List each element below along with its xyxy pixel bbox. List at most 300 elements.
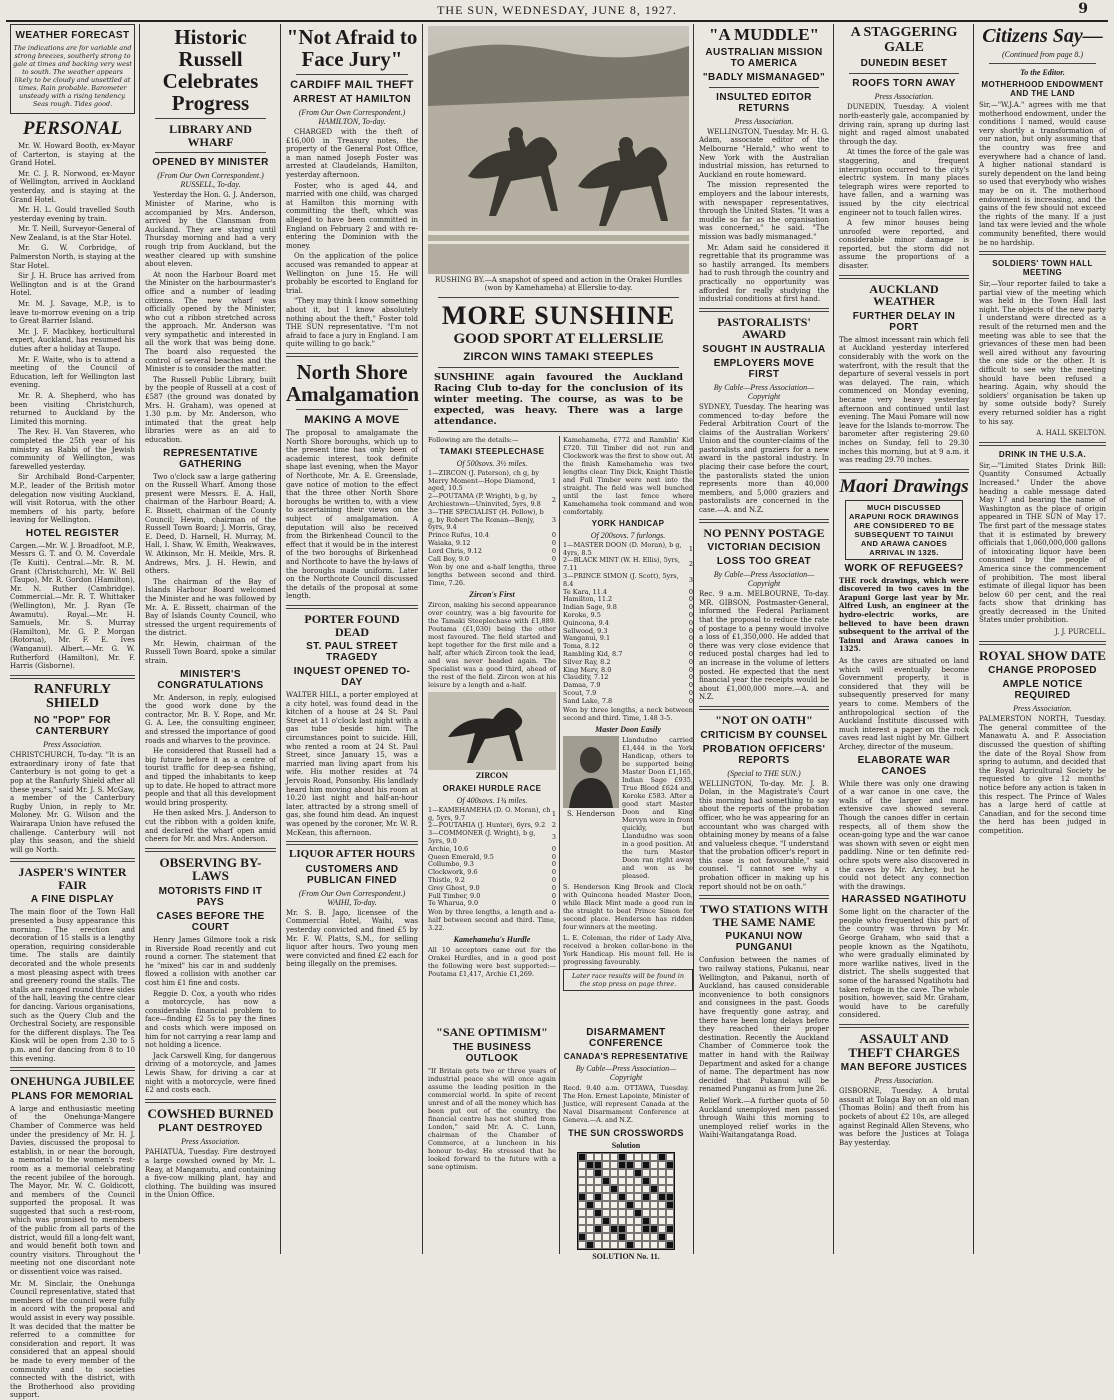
table-row — [428, 493, 556, 509]
entry: Collumbo, 9.3 — [428, 860, 474, 869]
column-rule — [559, 436, 560, 1036]
porter-body: WALTER HILL, a porter employed at a city hotel, was found dead in the kitchen of a house at 24 St. Paul Street at 11 o'clock last night with a gas tube beside him. The circumstances point to suicide. Hill, who rented a room at 24 St. Paul Street, since January 15, was a married man living apart from his wife. His mother resides at 74 Jervois Road, Ponsonby. His landlady heard him moving about his room at 10.20 last night and half-an-hour later, attracted by a strong smell of gas, she found him dead. An inquest was opened by the coroner, Mr. W. R. McKean, this afternoon. — [286, 691, 419, 837]
crossword-cell — [642, 1217, 650, 1225]
entry: Prince Rufus, 10.4 — [428, 531, 489, 540]
placing: 3 — [551, 515, 556, 524]
muddle-subheading-2: "BADLY MISMANAGED" — [702, 71, 826, 83]
placing: 1 — [551, 476, 556, 485]
crossword-cell — [634, 1161, 642, 1169]
crossword-cell — [594, 1153, 602, 1161]
crossword-cell — [610, 1241, 618, 1249]
bylaws-subheading: MOTORISTS FIND IT PAYS — [158, 886, 263, 909]
crossword-cell — [634, 1193, 642, 1201]
zircon-caption: ZIRCON — [475, 771, 509, 781]
northshore-headline: North Shore Amalgamation — [286, 359, 419, 406]
entry: Waiaka, 9.12 — [428, 539, 471, 548]
jockey-block — [563, 736, 693, 883]
tamaki-stake: Of 500sovs. 3½ miles. — [456, 458, 528, 468]
column-6 — [695, 24, 833, 1256]
jasper-heading: JASPER'S WINTER FAIR — [18, 865, 127, 892]
crossword-cell — [658, 1241, 666, 1249]
divider — [296, 409, 408, 410]
paragraph: Mr. Adam said he considered it regrettable that its programme was so hastily arranged. Its members had to rush through the country and practically no opportunity was afforded for really studying the industrial conditions at first hand. — [699, 243, 829, 304]
race-photo — [428, 26, 689, 274]
crossword-cell — [650, 1225, 658, 1233]
placing: 0 — [551, 899, 556, 908]
weather-box — [10, 24, 135, 114]
orakei-note: Won by three lengths, a length and a-half between second and third. Time, 3.22. — [428, 908, 556, 933]
crossword-cell — [626, 1153, 634, 1161]
divider — [10, 1067, 135, 1071]
placing: 2 — [551, 496, 556, 505]
crossword-cell — [594, 1217, 602, 1225]
crossword-cell — [586, 1193, 594, 1201]
crossword-cell — [642, 1169, 650, 1177]
crossword-cell — [618, 1169, 626, 1177]
crossword-cell — [578, 1201, 586, 1209]
column-rule — [422, 24, 423, 1254]
divider — [699, 519, 829, 523]
crossword-cell — [626, 1225, 634, 1233]
zircon-horse-image — [428, 692, 556, 770]
cardiff-subheading-2: ARREST AT HAMILTON — [293, 94, 411, 106]
crossword-cell — [634, 1153, 642, 1161]
crossword-cell — [666, 1169, 674, 1177]
crossword-cell — [586, 1233, 594, 1241]
crossword-cell — [586, 1201, 594, 1209]
divider — [709, 87, 819, 88]
representative-heading: REPRESENTATIVE GATHERING — [163, 447, 258, 470]
divider — [10, 675, 135, 679]
divider — [155, 152, 266, 153]
cardiff-headline: "Not Afraid to Face Jury" — [286, 25, 418, 72]
cowshed-subheading: PLANT DESTROYED — [158, 1123, 263, 1135]
entry: Scout, 7.9 — [563, 689, 597, 697]
cowshed-heading: COWSHED BURNED — [147, 1105, 274, 1121]
maori-drawings-box: MUCH DISCUSSED ARAPUNI ROCK DRAWINGS ARE CONSIDERED TO BE SUBSEQUENT TO TAINUI AND ARAWA CANOES ARRIVAL IN 1325. — [845, 500, 963, 560]
crossword-cell — [610, 1185, 618, 1193]
crossword-cell — [602, 1185, 610, 1193]
crossword-cell — [650, 1185, 658, 1193]
porter-heading: PORTER FOUND DEAD — [304, 611, 400, 639]
crossword-cell — [658, 1201, 666, 1209]
citizens-say-headline: Citizens Say— — [982, 25, 1103, 47]
table-row — [428, 470, 556, 493]
crossword-cell — [666, 1241, 674, 1249]
crossword-cell — [658, 1193, 666, 1201]
divider — [286, 841, 418, 845]
entry: Clockwork, 9.6 — [428, 868, 478, 877]
divider — [145, 1099, 276, 1103]
paragraph: The mission represented the employers and the labour interests, with newspaper representatives, through the United States. "It was a muddle so far as the organisation was concerned," he said. "The mission was badly mismanaged." — [699, 181, 829, 241]
crossword-cell — [634, 1201, 642, 1209]
masthead-title: THE SUN, WEDNESDAY, JUNE 8, 1927. — [437, 3, 677, 17]
bylaws-body — [145, 936, 276, 1095]
crossword-cell — [626, 1241, 634, 1249]
masthead — [6, 0, 1108, 22]
masterdoon-heading: Master Doon Easily — [595, 724, 661, 734]
column-rule — [833, 24, 834, 1254]
crossword-cell — [642, 1233, 650, 1241]
orakei-stake: Of 400sovs. 1¾ miles. — [456, 795, 528, 805]
crossword-cell — [642, 1185, 650, 1193]
minister-heading: MINISTER'S CONGRATULATIONS — [157, 668, 264, 691]
entry: Claudity, 7.12 — [563, 673, 609, 682]
later-results-note: Later race results will be found in the stop press on page three. — [563, 969, 693, 991]
placing: 0 — [688, 603, 693, 612]
crossword-cell — [610, 1169, 618, 1177]
crossword-cell — [610, 1153, 618, 1161]
crossword-cell — [658, 1153, 666, 1161]
entry: 1—ZIRCON (J. Paterson), ch g, by Merry Moment—Hope Diamond, aged, 10.5 — [428, 468, 540, 493]
muddle-subheading-3: INSULTED EDITOR RETURNS — [716, 91, 812, 114]
crossword-cell — [618, 1193, 626, 1201]
table-row — [428, 807, 556, 823]
entry: Koroke, 9.5 — [563, 611, 601, 620]
placing: 0 — [551, 546, 556, 555]
crossword-cell — [618, 1153, 626, 1161]
sane-subheading: THE BUSINESS OUTLOOK — [452, 1041, 532, 1064]
placing: 1 — [551, 809, 556, 818]
personal-item: Sir Archibald Bond-Carpenter, M.P., leader of the British motor delegation now visiting Auckland, will visit Rotorua, with the other members of his party, before leaving for Wellington. — [10, 473, 135, 525]
crossword-cell — [642, 1177, 650, 1185]
crossword-cell — [658, 1169, 666, 1177]
gale-assoc: Press Association. — [874, 92, 934, 102]
divider — [145, 848, 276, 852]
postage-subheading: VICTORIAN DECISION — [707, 542, 821, 554]
oath-byline: (Special to THE SUN.) — [727, 768, 801, 778]
sane-body: "If Britain gets two or three years of industrial peace she will once again assume the leading position in the commercial world. In spite of recent unrest and of all the money which has been put out of the country, the financial centre has not shifted from London," said Mr. A. C. Lunn, chairman of the Chamber of Commerce, at a luncheon in his honour to-day. He stressed that he looked forward to the future with a sane optimism. — [428, 1066, 556, 1171]
muddle-headline: "A MUDDLE" — [708, 25, 820, 44]
entry: Te Kara, 11.4 — [563, 587, 608, 596]
column-3 — [282, 24, 422, 1256]
placing: 0 — [551, 539, 556, 548]
crossword-cell — [594, 1177, 602, 1185]
ranfurly-heading: RANFURLY SHIELD — [33, 681, 112, 712]
column-rule — [559, 1024, 560, 1254]
crossword-cell — [578, 1161, 586, 1169]
gale-subheading-2: ROOFS TORN AWAY — [852, 78, 956, 90]
divider — [155, 118, 266, 119]
crossword-cell — [578, 1217, 586, 1225]
stations-subheading: PUKANUI NOW PUNGANUI — [725, 931, 803, 954]
crossword-cell — [586, 1225, 594, 1233]
zircon-heading: Zircon's First — [469, 590, 515, 600]
crossword-cell — [586, 1153, 594, 1161]
entry: Rambling Kid, 8.7 — [563, 650, 623, 659]
crossword-cell — [634, 1225, 642, 1233]
assault-body: GISBORNE, Tuesday. A brutal assault at Tolaga Bay on an old man (Thomas Bolin) and theft from his pockets of about £2 10s, are alleged against Reginald Allen Stevens, who was before the Justices at Tolaga Bay yesterday. — [839, 1087, 969, 1147]
crossword-cell — [642, 1225, 650, 1233]
crossword-cell — [642, 1201, 650, 1209]
stations-heading: TWO STATIONS WITH THE SAME NAME — [699, 902, 829, 929]
crossword-heading: THE SUN CROSSWORDS — [568, 1128, 684, 1138]
muddle-subheading: AUSTRALIAN MISSION TO AMERICA — [705, 46, 823, 69]
page-number: 9 — [1078, 1, 1088, 17]
crossword-cell — [634, 1241, 642, 1249]
russell-headline: Historic Russell Celebrates Progress — [162, 25, 259, 116]
divider — [979, 442, 1106, 446]
crossword-cell — [650, 1177, 658, 1185]
entry: Toma, 8.12 — [563, 642, 600, 651]
placing: 0 — [688, 587, 693, 596]
gale-body — [839, 103, 969, 270]
personal-item: Mr. R. A. Shepherd, who has been visiting Christchurch, returned to Auckland by the Limited this morning. — [10, 391, 135, 426]
crossword-cell — [602, 1209, 610, 1217]
placing: 0 — [551, 852, 556, 861]
to-the-editor: To the Editor. — [1020, 68, 1065, 77]
personal-item: Mr. M. J. Savage, M.P., is to leave to-morrow evening on a trip to Great Barrier Island. — [10, 300, 135, 326]
divider — [979, 641, 1106, 645]
crossword-cell — [634, 1185, 642, 1193]
crossword-cell — [642, 1241, 650, 1249]
crossword-cell — [634, 1209, 642, 1217]
relief-work-body: Relief Work.—A further quota of 50 Auckland unemployed men passed through Waihi this morning to unemployed relief works in the Waihi-Waitangatanga Road. — [699, 1096, 829, 1140]
table-row — [563, 557, 693, 573]
entry: Silver Ray, 8.2 — [563, 657, 611, 666]
crossword-cell — [642, 1193, 650, 1201]
entry: Quincona, 9.4 — [563, 618, 609, 627]
entry: 3—COMMONER (J. Wright), b g, 5yrs, 9.0 — [428, 829, 536, 846]
personal-item: Mr. H. L. Gould travelled South yesterday evening by train. — [10, 206, 135, 223]
northshore-body: The proposal to amalgamate the North Shore boroughs, which up to the present time has only been of academic interest, took definite shape last evening, when the Mayor of Northcote, Mr. A. E. Greenslade, gave notice of motion to the effect that the three other North Shore boroughs be written to, with a view to ascertaining their views on the subject of amalgamation. A deputation will also be received from the Birkenhead Council to the effect that it would be in the interest of the two boroughs of Birkenhead and Northcote to have the by-laws of the boroughs made uniform. Later on the Northcote Council discussed the details of the proposal at some length. — [286, 429, 418, 601]
crossword-cell — [586, 1177, 594, 1185]
war-canoes-body: While there was only one drawing of a war canoe in one cave, the walls of the larger and more extensive cave showed several. Though the canoes differ in certain respects, all of them show the ocean-going type and the war canoe was shown with seven or eight men paddling. Nine or ten definite red-ochre spots were also discovered in the caves by Mr. Archey, but he could not detect any connection with the drawings. — [839, 779, 969, 891]
crossword-cell — [650, 1169, 658, 1177]
oath-body: WELLINGTON, To-day. Mr. J. B. Dolan, in the Magistrate's Court this morning had something to say about the reports of the probation officer, who he was appearing for an accountant who was charged with obtaining money by means of a false and valueless cheque. "I understand that the probation officer's report in this case is not favourable," said counsel. "I cannot see why a probation officer in making up his report should not be on oath." — [699, 779, 829, 891]
russell-byline: (From Our Own Correspondent.) RUSSELL, To-day. — [157, 171, 264, 190]
divider — [438, 367, 679, 368]
entry: 2—POUTAHIA (J. Hunter), 6yrs, 9.2 — [428, 821, 546, 830]
table-row — [563, 573, 693, 589]
bottom-center — [428, 1024, 689, 1261]
crossword-cell — [666, 1209, 674, 1217]
ranfurly-body: CHRISTCHURCH, To-day. "It is an extraordinary irony of fate that Canterbury is not going to get a pop at the Ranfurly Shield after all these years," said Mr. J. S. McGaw, a member of the Canterbury Rugby Union, in reply to Mr. Moloney. Mr. G. Wilson and the Wairarapa Union have refused the challenge. Canterbury will not play this season, and the shield will go North. — [10, 751, 135, 854]
personal-item: Mr. C. J. R. Norwood, ex-Mayor of Wellington, arrived in Auckland yesterday, and is staying at the Grand Hotel. — [10, 169, 135, 204]
placing: 0 — [688, 611, 693, 620]
liquor-heading: LIQUOR AFTER HOURS — [289, 848, 415, 861]
entry: Queen Emerald, 9.5 — [428, 852, 494, 861]
drink-heading: DRINK IN THE U.S.A. — [998, 449, 1087, 459]
weather-text: The indications are for variable and strong breezes, southerly strong to gale at times and backing very west to south. The weather appears likely to be cloudy and unsettled at times. Rain probable. Barometer unsteady with a rising tendency. Seas rough. Tides good. — [13, 44, 132, 108]
divider — [989, 63, 1096, 64]
kamehameha-heading: Kamehameha's Hurdle — [453, 935, 531, 945]
paragraph: Jack Carswell King, for dangerous driving of a motorcycle, and James Lewis Shaw, for driving a car at night with a motorcycle, were fined £2 and costs each. — [145, 1051, 276, 1095]
orakei-heading: ORAKEI HURDLE RACE — [442, 783, 542, 793]
race-photo-image — [428, 26, 689, 274]
crossword-cell — [610, 1161, 618, 1169]
cowshed-assoc: Press Association. — [181, 1137, 240, 1147]
crossword-cell — [610, 1233, 618, 1241]
crossword-cell — [666, 1225, 674, 1233]
liquor-subheading: CUSTOMERS AND PUBLICAN FINED — [305, 863, 399, 886]
york-note: Won by three lengths, a neck between second and third. Time, 1.48 3-5. — [563, 705, 693, 722]
crossword-cell — [626, 1185, 634, 1193]
crossword-cell — [650, 1201, 658, 1209]
personal-body — [10, 142, 135, 525]
crossword-cell — [578, 1233, 586, 1241]
york-heading: YORK HANDICAP — [591, 518, 665, 528]
sunshine-headline: MORE SUNSHINE — [441, 300, 676, 330]
drink-body: Sir,—"Limited States Drink Bill: Quantity Consumed Actually Increased." Under the above heading a cable message dated May 17 and bearing the name of Washington as the place of origin appeared in THE SUN of May 17. The first part of the message states that it is estimated by brewery officials that 1,060,000,000 gallons of intoxicating liquor have been consumed by the people of America since the commencement of prohibition. The most liberal estimate of illegal liquor has been below 60 per cent, and the real facts show that drinking has greatly decreased in the United States under prohibition. — [979, 461, 1106, 625]
crossword-cell — [594, 1169, 602, 1177]
russell-body — [145, 191, 276, 444]
crossword-cell — [626, 1177, 634, 1185]
placing: 0 — [688, 665, 693, 674]
crossword-cell — [658, 1233, 666, 1241]
cowshed-body: PAHIATUA, Tuesday. Fire destroyed a large cowshed owned by Mr. L. Reay, at Mangamutu, and containing a five-cow milking plant, hay and clothing. The building was insured in the Union Office. — [145, 1148, 276, 1200]
divider — [286, 353, 418, 357]
disarmament-heading: DISARMAMENT CONFERENCE — [586, 1027, 666, 1049]
onehunga-subheading: PLANS FOR MEMORIAL — [11, 1090, 134, 1102]
paragraph: At noon the Harbour Board met the Minister on the harbourmaster's office and a number of leading citizens. The new wharf was officially opened by the Minister, who cut a ribbon stretched across the approach. Mr. Anderson was very sympathetic and interested in all the work that was being done. The board also requested the control of several beaches and the Minister is to consider the matter. — [145, 270, 276, 374]
divider — [296, 74, 408, 75]
paragraph: He considered that Russell had a big future before it as a centre of tourist traffic for deep-sea fishing, and tipped the inhabitants to keep up to date. He hoped to attract more people and that all this development would bring prosperity. — [145, 747, 276, 807]
tamaki-note: Won by one and a-half lengths, three lengths between second and third. Time, 7.26. — [428, 563, 556, 588]
divider — [699, 308, 829, 312]
drink-signature: J. J. PURCELL. — [1054, 628, 1106, 637]
entry: Wanganui, 9.1 — [563, 634, 611, 643]
war-canoes-heading: ELABORATE WAR CANOES — [857, 754, 951, 777]
paragraph: Mr. Anderson, in reply, eulogised the good work done by the contractor, Mr. B. Y. Rope, and Mr. G. A. Lee, the consulting engineer, and stressed the importance of good roads and wharves to the province. — [145, 693, 276, 745]
crossword-cell — [618, 1209, 626, 1217]
oath-subheading: CRITICISM BY COUNSEL — [700, 729, 828, 741]
crossword-cell — [634, 1233, 642, 1241]
crossword-cell — [578, 1185, 586, 1193]
oath-subheading-2: PROBATION OFFICERS' REPORTS — [702, 743, 826, 766]
paragraph: At times the force of the gale was staggering, and frequent interruption occurred to the city's electric system. In many places telegraph wires were reported to have fallen, and a warning was issued by the city electrical engineer not to touch fallen wires. — [839, 148, 969, 217]
disarmament-assoc: By Cable—Press Association—Copyright — [575, 1064, 677, 1082]
race-results-right — [563, 436, 693, 994]
column-rule — [693, 24, 694, 1254]
crossword-cell — [626, 1209, 634, 1217]
placing: 0 — [551, 860, 556, 869]
crossword-cell — [634, 1169, 642, 1177]
pastoralists-body: SYDNEY, Tuesday. The hearing was commenced to-day before the Federal Arbitration Court of the claims of the Australian Workers' Union and the counter-claims of the pastoralists and graziers for a new award in the pastoral industry. In placing their case before the court, the pastoralists stated the union represents more than 40,000 members, and 5,000 graziers and pastoralists are concerned in the case.—A. and N.Z. — [699, 402, 829, 515]
placing: 3 — [688, 575, 693, 584]
crossword-cell — [586, 1161, 594, 1169]
soldiers-signature: A. HALL SKELTON. — [1036, 429, 1106, 438]
onehunga-heading: ONEHUNGA JUBILEE — [10, 1074, 135, 1089]
ranfurly-assoc: Press Association. — [43, 740, 102, 750]
placing: 0 — [551, 891, 556, 900]
personal-heading: PERSONAL — [22, 118, 123, 139]
crossword-cell — [586, 1209, 594, 1217]
disarmament-article — [563, 1024, 689, 1263]
entry: Full Timber, 9.0 — [428, 891, 481, 900]
crossword-cell — [666, 1153, 674, 1161]
maori-drawings-body: As the caves are situated on land which will eventually become Government property, it is considered that they will be subsequently preserved for many years to come. Members of the anthropological section of the Auckland Institute discussed with much interest a paper on the rock caves read last night by Mr. Gilbert Archey, director of the museum. — [839, 657, 969, 751]
crossword-cell — [602, 1217, 610, 1225]
personal-item: Sir J. H. Bruce has arrived from Wellington and is at the Grand Hotel. — [10, 272, 135, 298]
crossword-cell — [610, 1217, 618, 1225]
crossword-cell — [642, 1209, 650, 1217]
muddle-body — [699, 128, 829, 304]
placing: 0 — [551, 876, 556, 884]
divider — [979, 251, 1106, 255]
placing: 1 — [688, 544, 693, 553]
pastoralists-subheading-2: EMPLOYERS MOVE FIRST — [713, 357, 815, 380]
divider — [699, 895, 829, 899]
crossword-cell — [578, 1153, 586, 1161]
russell-subheading: LIBRARY AND WHARF — [169, 122, 252, 149]
jasper-subheading: A FINE DISPLAY — [30, 894, 115, 906]
auckland-weather-heading: AUCKLAND WEATHER — [869, 281, 939, 309]
placing: 0 — [688, 595, 693, 604]
crossword-cell — [586, 1169, 594, 1177]
placing: 0 — [688, 650, 693, 659]
crossword-cell — [618, 1217, 626, 1225]
placing: 0 — [688, 642, 693, 651]
postage-assoc: By Cable—Press Association—Copyright — [713, 570, 815, 589]
ngatihotu-body: Some light on the character of the people who frequented this part of the country was thrown by Mr. George Graham, who said that a people known as the Ngatihotu, who were gradually eliminated by more warlike natives, lived in the district. The shells suggested that some of the harassed Ngatihotu had taken refuge in the cave. The whole position, however, said Mr. Graham, would have to be carefully considered. — [839, 908, 969, 1020]
royal-show-body: PALMERSTON NORTH, Tuesday. The general committee of the Manawatu A. and P. Association discussed the question of shifting the date of the Royal Show from spring to autumn, and decided that the Royal Agricultural Society be requested to give 12 months' notice before any action is taken in this respect. The Prince of Wales has a large herd of cattle at Canadian, and for the second time the herd has been judged in competition. — [979, 715, 1106, 836]
divider — [839, 469, 969, 473]
crossword-cell — [626, 1169, 634, 1177]
crossword-cell — [658, 1225, 666, 1233]
york-stake: Of 200sovs. 7 furlongs. — [590, 530, 666, 540]
placing: 0 — [688, 673, 693, 682]
crossword-cell — [594, 1233, 602, 1241]
crossword-cell — [618, 1177, 626, 1185]
royal-show-heading: ROYAL SHOW DATE — [979, 647, 1106, 663]
crossword-cell — [626, 1193, 634, 1201]
race-results-left — [428, 436, 556, 981]
follow-text: Following are the details:— — [428, 435, 519, 444]
divider — [839, 275, 969, 279]
entry: King Merv, 8.0 — [563, 665, 612, 674]
orakei-results — [428, 807, 556, 908]
crossword-cell — [610, 1193, 618, 1201]
royal-show-subheading-2: AMPLE NOTICE REQUIRED — [1002, 679, 1083, 702]
onehunga-body: A large and enthusiastic meeting of the Onehunga-Mangere Chamber of Commerce was held under the presidency of Mr. H. J. Davies, discussed the proposal to establish, in or near the borough, a memorial to the women's rest-room as a memorial celebrating the recent jubilee of the borough. The Mayor, Mr. W. C. Goldicott, and members of the Council supported the proposal. It was suggested that such a rest-room, which was promised to members of the public from all parts of the district, would fill a long-felt want, and would benefit both town and country visitors. Throughout the meeting not one discordant note or dissentient voice was raised. — [10, 1104, 135, 1277]
pastoralists-subheading: SOUGHT IN AUSTRALIA — [702, 343, 826, 355]
porter-subheading-2: INQUEST OPENED TO-DAY — [293, 666, 411, 689]
royal-show-assoc: Press Association. — [1013, 704, 1072, 714]
crossword-cell — [626, 1233, 634, 1241]
crossword-cell — [634, 1177, 642, 1185]
weather-heading: WEATHER FORECAST — [15, 30, 130, 41]
table-row — [428, 556, 556, 564]
divider — [849, 73, 959, 74]
table-row — [428, 509, 556, 532]
race-text: Kamehameha, £772 and Ramblin' Kid £720. Till Timber did not run and Clockwork was the first to show out. At the finish Kamehameha was two lengths clear. Tiny Dick, Knight Thistle and Full Timber were next into the straight. The field was well bunched until the last fence where Kamehameha took command and won comfortably. — [563, 435, 693, 516]
crossword-label: Solution — [611, 1141, 641, 1150]
crossword-cell — [618, 1241, 626, 1249]
divider — [839, 1024, 969, 1028]
soldiers-body: Sir,—Your reporter failed to take a partial view of the meeting which was held in the Town Hall last night. The objects of the new party I understand were directed as a result of the returned men and the meeting was able to see that the grievances of these men had been well aired without any favouring the one side or the other. It is difficult to see why the meeting should have been refused a hearing. Again, why should the soldiers' organisation be taken up by some outside body? Surely every returned soldier has a right to his say. — [979, 280, 1106, 426]
crossword-cell — [626, 1161, 634, 1169]
jockey-photo — [563, 736, 619, 808]
entry: Hamilton, 11.2 — [563, 595, 613, 604]
royal-show-subheading: CHANGE PROPOSED — [988, 665, 1097, 677]
placing: 0 — [688, 634, 693, 643]
placing: 0 — [688, 618, 693, 627]
entry: 1—KAMEHAMEHA (D. O. Moran), ch g, 5yrs, 9.7 — [428, 805, 551, 822]
entry: 2—BLACK MINT (W. H. Ellis), 5yrs, 7.11 — [563, 556, 680, 573]
crossword-cell — [586, 1217, 594, 1225]
disarmament-body: Recd. 9.40 a.m. OTTAWA, Tuesday. The Hon. Ernest Lapointe, Minister of Justice, will represent Canada at the Naval Disarmament Conference at Geneva.—A. and N.Z. — [563, 1084, 689, 1124]
paragraph: WELLINGTON, Tuesday. Mr. H. G. Adam, associate editor of the Melbourne "Herald," who went to New York with the Australian industrial mission, has returned to Auckland en route homeward. — [699, 127, 829, 179]
crossword-cell — [650, 1153, 658, 1161]
crossword-cell — [602, 1225, 610, 1233]
divider — [699, 706, 829, 710]
crossword-cell — [602, 1161, 610, 1169]
crossword-footer: SOLUTION No. 11. — [592, 1252, 660, 1261]
cardiff-subheading: CARDIFF MAIL THEFT — [290, 79, 414, 92]
column-8 — [975, 24, 1110, 1256]
porter-subheading: ST. PAUL STREET TRAGEDY — [306, 641, 398, 664]
